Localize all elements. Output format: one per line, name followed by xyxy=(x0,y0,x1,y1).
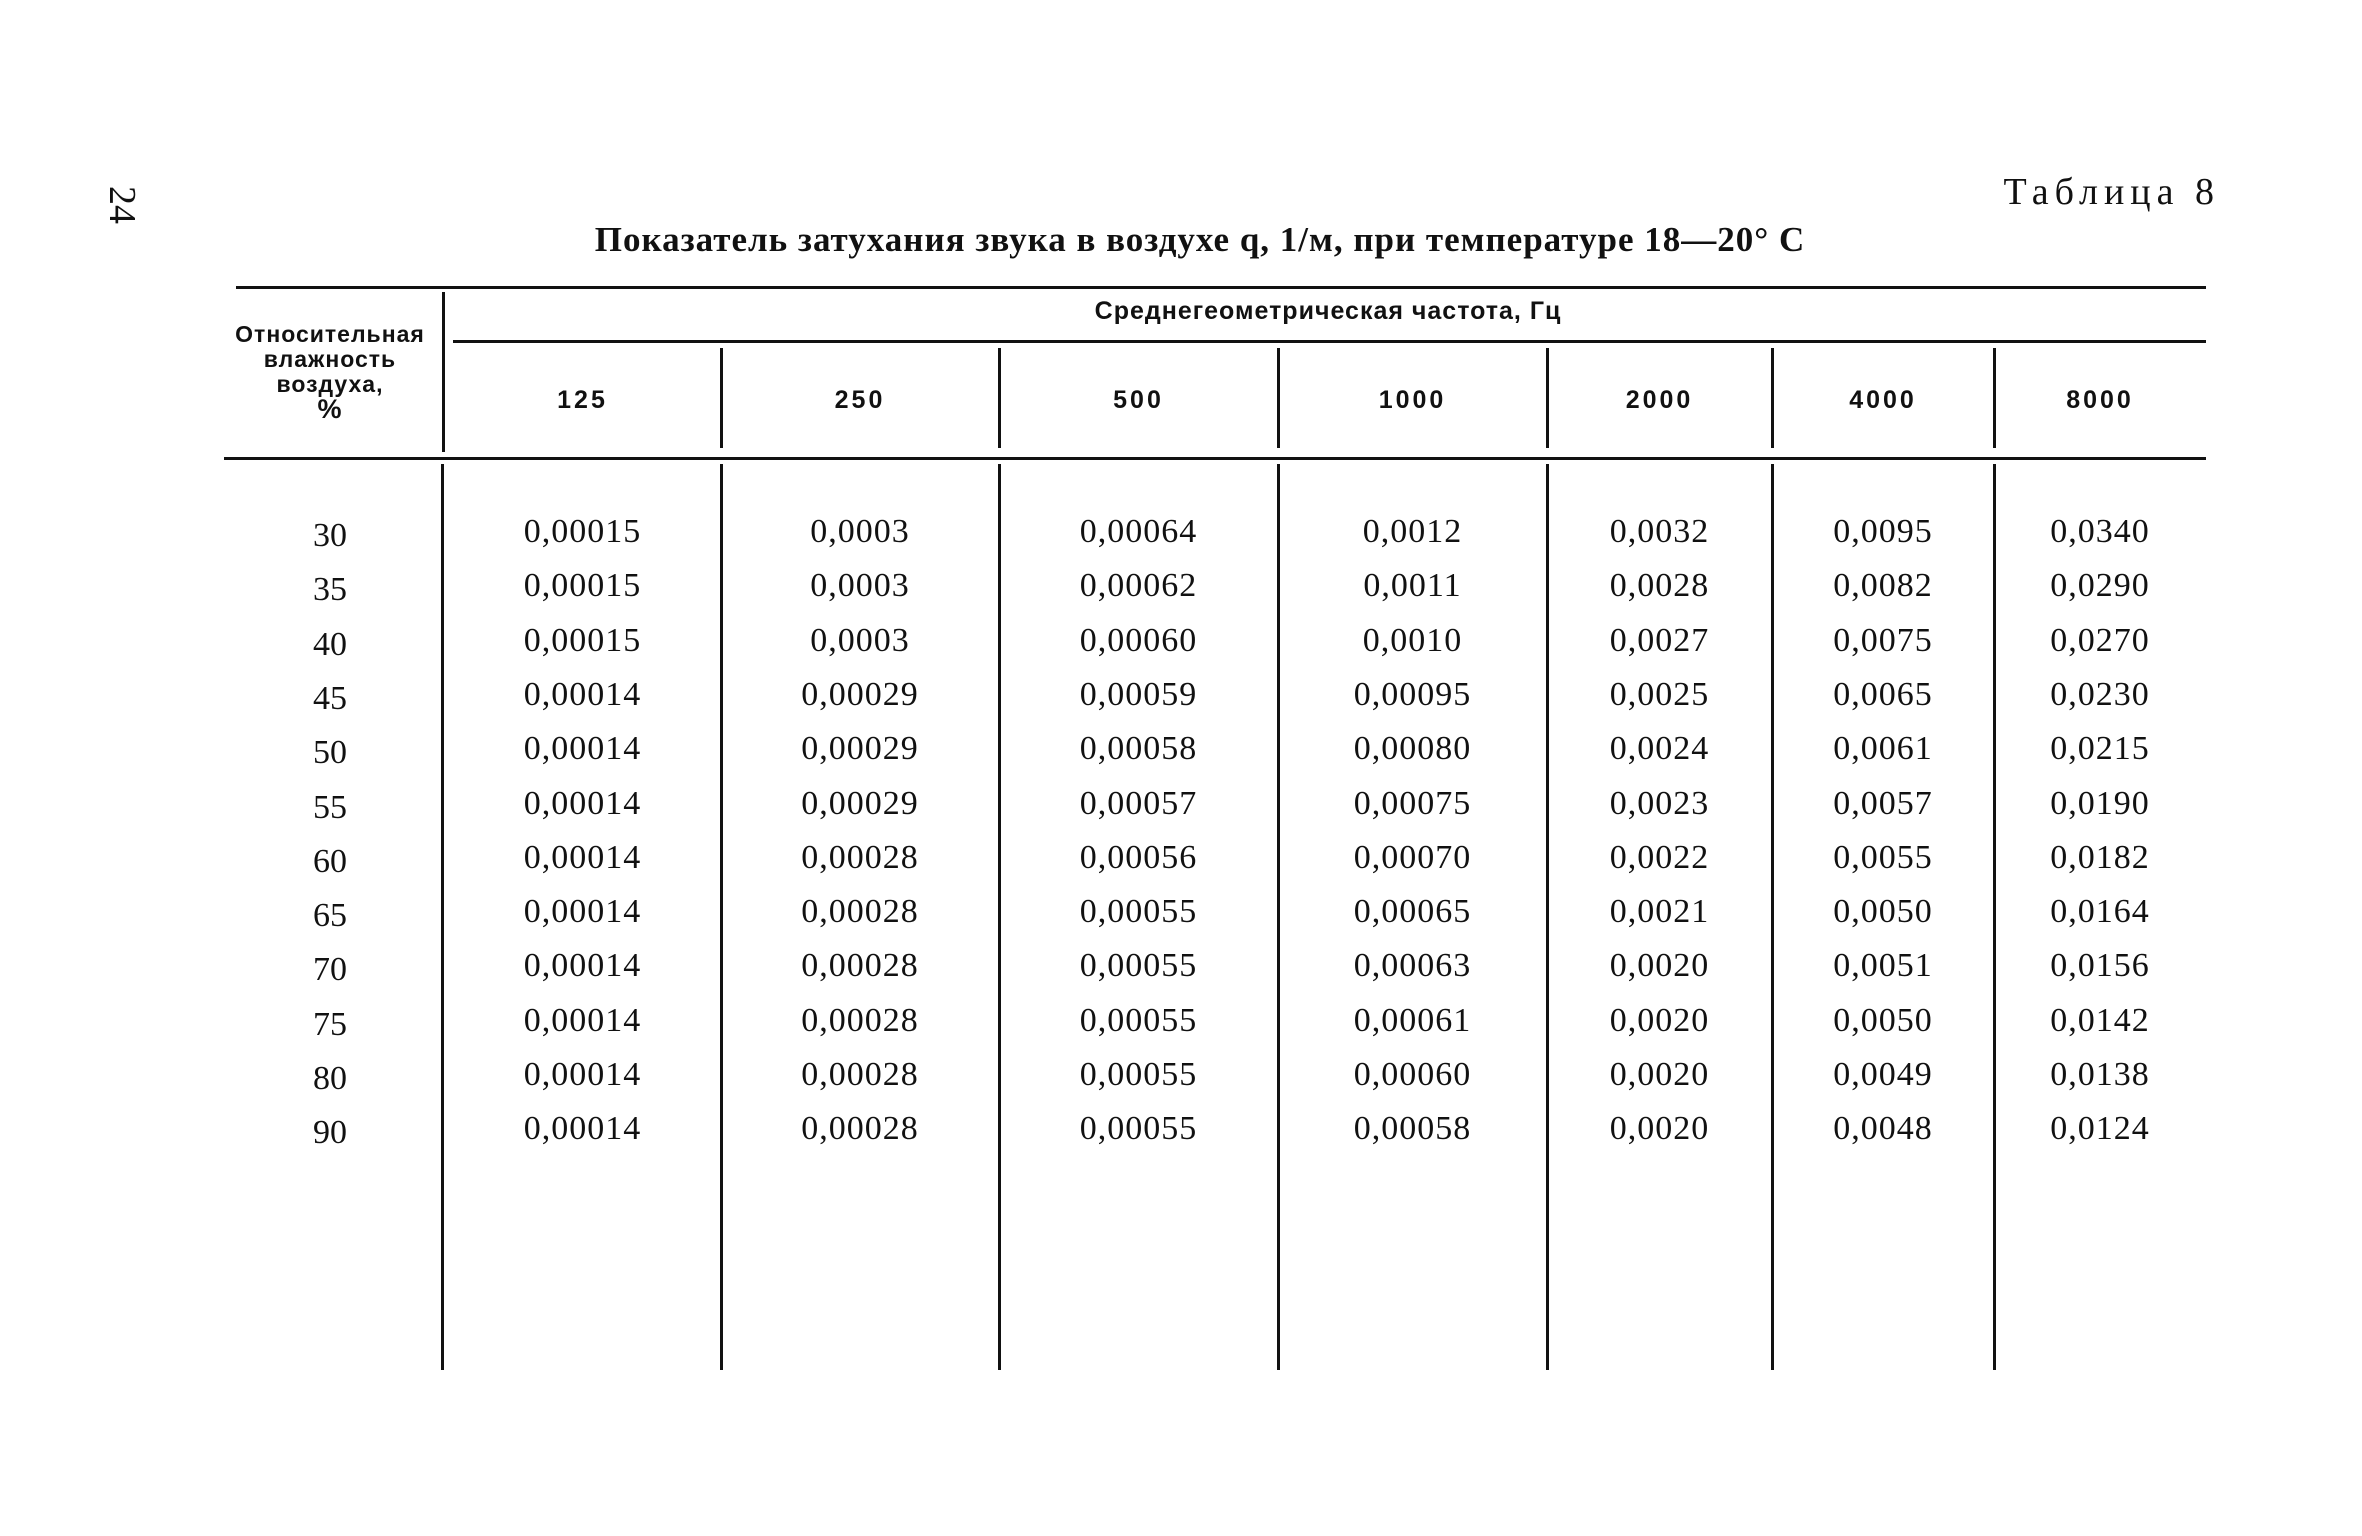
value-cell: 0,0051 xyxy=(1833,947,1933,985)
value-cell: 0,0230 xyxy=(2050,675,2150,713)
top-rule xyxy=(236,286,2206,289)
value-cell: 0,00015 xyxy=(523,567,642,605)
value-cell: 0,0190 xyxy=(2050,784,2150,822)
value-cell: 0,0156 xyxy=(2050,947,2150,985)
value-cell: 0,0012 xyxy=(1362,513,1463,550)
humidity-cell: 65 xyxy=(313,897,347,935)
value-cell: 0,00062 xyxy=(1079,567,1198,605)
humidity-cell: 35 xyxy=(313,571,347,609)
value-cell: 0,00014 xyxy=(523,784,642,822)
group-header: Среднегеометрическая частота, Гц xyxy=(1094,297,1562,325)
value-cell: 0,0270 xyxy=(2050,621,2150,659)
value-cell: 0,00095 xyxy=(1353,675,1472,713)
table-title: Показатель затухания звука в воздухе q, 1/м, при температуре 18—20° С xyxy=(594,220,1806,259)
value-cell: 0,0055 xyxy=(1833,838,1933,876)
frequency-header: 2000 xyxy=(1625,386,1694,414)
value-cell: 0,0020 xyxy=(1609,1110,1710,1148)
value-cell: 0,0022 xyxy=(1609,838,1710,876)
humidity-cell: 45 xyxy=(313,679,347,717)
value-cell: 0,00029 xyxy=(801,675,919,713)
value-cell: 0,00055 xyxy=(1079,893,1198,931)
humidity-cell: 75 xyxy=(313,1005,347,1043)
value-cell: 0,00014 xyxy=(523,730,642,768)
stub-header-line: воздуха, xyxy=(276,371,384,397)
value-cell: 0,0010 xyxy=(1362,621,1463,659)
value-cell: 0,0290 xyxy=(2050,567,2150,605)
value-cell: 0,00015 xyxy=(523,621,642,659)
value-cell: 0,0050 xyxy=(1833,893,1933,931)
value-cell: 0,0003 xyxy=(810,621,910,659)
humidity-cell: 30 xyxy=(313,517,347,554)
value-cell: 0,00056 xyxy=(1079,838,1198,876)
value-cell: 0,0075 xyxy=(1833,621,1933,659)
value-cell: 0,00015 xyxy=(523,513,642,550)
value-cell: 0,0138 xyxy=(2050,1056,2150,1093)
value-cell: 0,0050 xyxy=(1833,1001,1933,1039)
frequency-header: 8000 xyxy=(2066,386,2134,414)
value-cell: 0,0049 xyxy=(1833,1056,1933,1093)
value-cell: 0,00029 xyxy=(801,730,919,768)
humidity-cell: 70 xyxy=(313,951,347,989)
value-cell: 0,0023 xyxy=(1609,784,1710,822)
value-cell: 0,0021 xyxy=(1609,893,1710,931)
value-cell: 0,00014 xyxy=(523,1001,642,1039)
value-cell: 0,00055 xyxy=(1079,947,1198,985)
value-cell: 0,00065 xyxy=(1353,893,1472,931)
stub-header-line: Относительная xyxy=(235,321,425,347)
value-cell: 0,00064 xyxy=(1079,513,1198,550)
value-cell: 0,0020 xyxy=(1609,1056,1710,1093)
frequency-header: 125 xyxy=(557,386,608,414)
frequency-header: 4000 xyxy=(1849,386,1917,414)
value-cell: 0,00014 xyxy=(523,838,642,876)
value-cell: 0,0020 xyxy=(1609,947,1710,985)
value-cell: 0,00014 xyxy=(523,675,642,713)
value-cell: 0,00080 xyxy=(1353,730,1472,768)
table-label: Таблица 8 xyxy=(2003,171,2220,213)
value-cell: 0,0142 xyxy=(2050,1001,2150,1039)
value-cell: 0,0048 xyxy=(1833,1110,1933,1148)
stub-header xyxy=(222,322,438,422)
humidity-cell: 60 xyxy=(313,842,347,880)
value-cell: 0,0024 xyxy=(1609,730,1710,768)
value-cell: 0,0061 xyxy=(1833,730,1933,768)
value-cell: 0,0028 xyxy=(1609,567,1710,605)
frequency-header: 250 xyxy=(834,386,886,414)
value-cell: 0,00075 xyxy=(1353,784,1472,822)
humidity-cell: 50 xyxy=(313,734,347,772)
value-cell: 0,0057 xyxy=(1833,784,1933,822)
group-header-rule xyxy=(453,340,2206,343)
value-cell: 0,00058 xyxy=(1079,730,1198,768)
stub-header-line: % xyxy=(317,394,343,424)
value-cell: 0,0095 xyxy=(1833,513,1933,550)
value-cell: 0,00029 xyxy=(801,784,919,822)
frequency-header: 1000 xyxy=(1378,386,1447,414)
frequency-header: 500 xyxy=(1113,386,1164,414)
value-cell: 0,00055 xyxy=(1079,1001,1198,1039)
header-bottom-rule xyxy=(224,457,2206,460)
value-cell: 0,00028 xyxy=(801,1056,919,1093)
humidity-cell: 90 xyxy=(313,1114,347,1152)
value-cell: 0,00014 xyxy=(523,893,642,931)
value-cell: 0,00061 xyxy=(1353,1001,1472,1039)
value-cell: 0,00058 xyxy=(1353,1110,1472,1148)
value-cell: 0,00060 xyxy=(1353,1056,1472,1093)
value-cell: 0,00059 xyxy=(1079,675,1198,713)
value-cell: 0,00028 xyxy=(801,947,919,985)
stub-header-line: влажность xyxy=(263,346,397,372)
value-cell: 0,0003 xyxy=(810,513,910,550)
value-cell: 0,0020 xyxy=(1609,1001,1710,1039)
value-cell: 0,00063 xyxy=(1353,947,1472,985)
value-cell: 0,00028 xyxy=(801,838,919,876)
humidity-cell: 80 xyxy=(313,1060,347,1097)
value-cell: 0,00057 xyxy=(1079,784,1198,822)
value-cell: 0,00070 xyxy=(1353,838,1472,876)
value-cell: 0,0027 xyxy=(1609,621,1710,659)
humidity-cell: 55 xyxy=(313,788,347,826)
value-cell: 0,0340 xyxy=(2050,513,2150,550)
value-cell: 0,00055 xyxy=(1079,1056,1198,1093)
value-cell: 0,00014 xyxy=(523,947,642,985)
value-cell: 0,00028 xyxy=(801,1110,919,1148)
value-cell: 0,00014 xyxy=(523,1056,642,1093)
value-cell: 0,0025 xyxy=(1609,675,1710,713)
value-cell: 0,00028 xyxy=(801,893,919,931)
value-cell: 0,00014 xyxy=(523,1110,642,1148)
value-cell: 0,0124 xyxy=(2050,1110,2150,1148)
value-cell: 0,0065 xyxy=(1833,675,1933,713)
humidity-cell: 40 xyxy=(313,625,347,663)
value-cell: 0,00028 xyxy=(801,1001,919,1039)
value-cell: 0,0032 xyxy=(1609,513,1710,550)
stub-divider xyxy=(442,292,445,452)
value-cell: 0,0164 xyxy=(2050,893,2150,931)
page-number: 24 xyxy=(101,186,143,224)
value-cell: 0,0215 xyxy=(2050,730,2150,768)
value-cell: 0,00060 xyxy=(1079,621,1198,659)
value-cell: 0,00055 xyxy=(1079,1110,1198,1148)
value-cell: 0,0003 xyxy=(810,567,910,605)
value-cell: 0,0082 xyxy=(1833,567,1933,605)
value-cell: 0,0011 xyxy=(1363,567,1462,605)
value-cell: 0,0182 xyxy=(2050,838,2150,876)
